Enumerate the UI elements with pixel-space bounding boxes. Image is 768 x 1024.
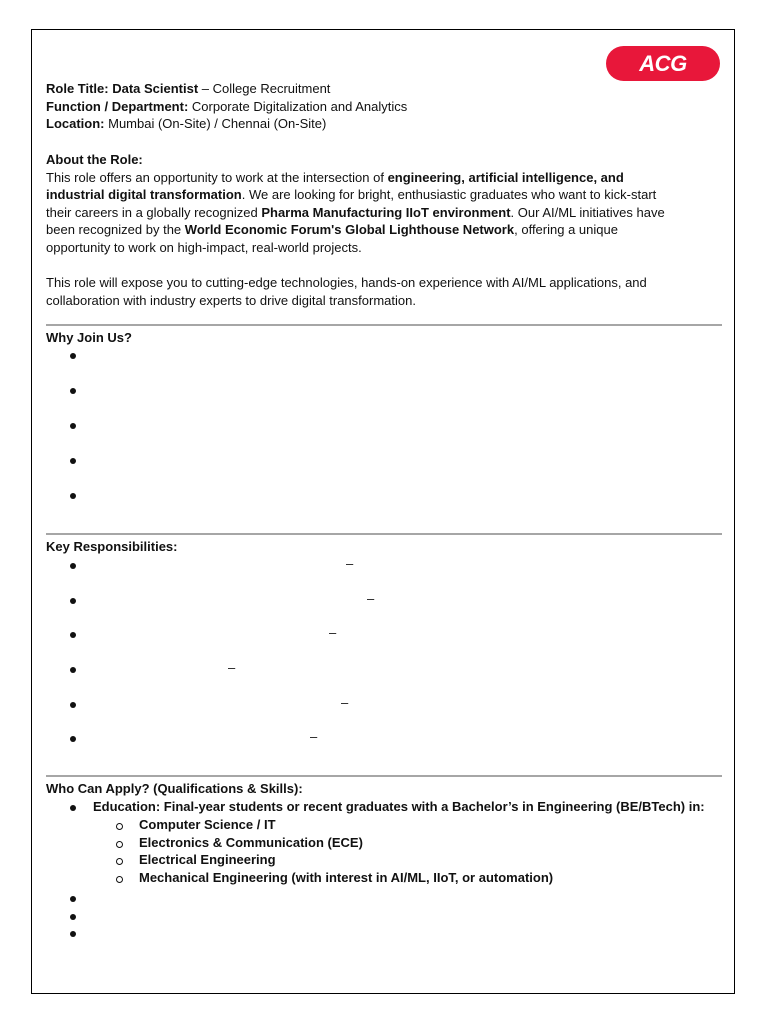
branch-bullet xyxy=(116,858,123,865)
why-join-bullet xyxy=(70,388,76,394)
about-text: their careers in a globally recognized xyxy=(46,204,262,220)
education-text: Education: Final-year students or recent graduates with a Bachelor’s in Engineering (BE/BTech) in: xyxy=(93,799,705,814)
qualifications-heading: Who Can Apply? (Qualifications & Skills): xyxy=(46,781,303,796)
about-text: This role offers an opportunity to work at the intersection of xyxy=(46,169,388,185)
branch-bullet xyxy=(116,876,123,883)
why-join-heading: Why Join Us? xyxy=(46,330,132,345)
why-join-bullet xyxy=(70,353,76,359)
role-title-label: Role Title: Data Scientist xyxy=(46,81,199,96)
about-line-2 xyxy=(46,186,726,204)
why-join-bullet xyxy=(70,493,76,499)
responsibility-bullet xyxy=(70,563,76,569)
responsibility-bullet xyxy=(70,598,76,604)
about-spacer xyxy=(46,257,726,275)
function-line xyxy=(46,98,726,116)
about-text: . Our AI/ML initiatives have xyxy=(510,204,665,220)
responsibility-bullet xyxy=(70,702,76,708)
document-page xyxy=(31,29,735,994)
responsibilities-heading: Key Responsibilities: xyxy=(46,539,178,554)
responsibility-bullet xyxy=(70,667,76,673)
location-line xyxy=(46,115,726,133)
logo-text: ACG xyxy=(639,50,687,76)
role-title-line xyxy=(46,80,726,98)
location-label: Location: xyxy=(46,116,105,132)
section-divider xyxy=(46,533,722,535)
location-value: Mumbai (On-Site) / Chennai (On-Site) xyxy=(104,116,327,132)
role-title-value: – College Recruitment xyxy=(198,81,331,96)
responsibility-dash: – xyxy=(346,556,354,571)
header-block xyxy=(46,80,726,133)
section-divider xyxy=(46,324,722,326)
about-text: . We are looking for bright, enthusiastic graduates who want to kick-start xyxy=(241,187,657,203)
function-label: Function / Department: xyxy=(46,98,189,114)
why-join-bullet xyxy=(70,458,76,464)
education-bullet xyxy=(70,805,76,811)
section-divider xyxy=(46,775,722,777)
about-bold: industrial digital transformation xyxy=(46,187,242,203)
branch-item: Electronics & Communication (ECE) xyxy=(139,835,363,850)
about-text: , offering a unique xyxy=(514,222,618,238)
branch-item: Mechanical Engineering (with interest in AI/ML, IIoT, or automation) xyxy=(139,870,554,885)
about-line-4 xyxy=(46,221,726,239)
about-bold: World Economic Forum's Global Lighthouse Network xyxy=(184,222,515,238)
responsibility-dash: – xyxy=(341,695,349,710)
about-line-7: collaboration with industry experts to drive digital transformation. xyxy=(46,292,416,308)
qualification-bullet xyxy=(70,896,76,902)
about-line-1 xyxy=(46,169,726,187)
responsibility-dash: – xyxy=(367,591,375,606)
about-line-3 xyxy=(46,204,726,222)
qualification-bullet xyxy=(70,914,76,920)
about-line-5: opportunity to work on high-impact, real-world projects. xyxy=(46,239,362,255)
about-heading: About the Role: xyxy=(46,152,143,167)
about-line-6: This role will expose you to cutting-edge technologies, hands-on experience with AI/ML applications, and xyxy=(46,275,647,291)
branch-bullet xyxy=(116,841,123,848)
responsibility-bullet xyxy=(70,736,76,742)
responsibility-dash: – xyxy=(310,729,318,744)
function-value: Corporate Digitalization and Analytics xyxy=(188,98,408,114)
about-bold: Pharma Manufacturing IIoT environment xyxy=(261,204,511,220)
about-block xyxy=(46,151,726,309)
branch-item: Electrical Engineering xyxy=(139,852,276,867)
responsibility-bullet xyxy=(70,632,76,638)
qualification-bullet xyxy=(70,931,76,937)
acg-logo xyxy=(606,46,720,81)
branch-bullet xyxy=(116,823,123,830)
responsibility-dash: – xyxy=(329,625,337,640)
branch-item: Computer Science / IT xyxy=(139,817,276,832)
responsibility-dash: – xyxy=(228,660,236,675)
about-text: been recognized by the xyxy=(46,222,185,238)
why-join-bullet xyxy=(70,423,76,429)
about-bold: engineering, artificial intelligence, and xyxy=(387,169,624,185)
